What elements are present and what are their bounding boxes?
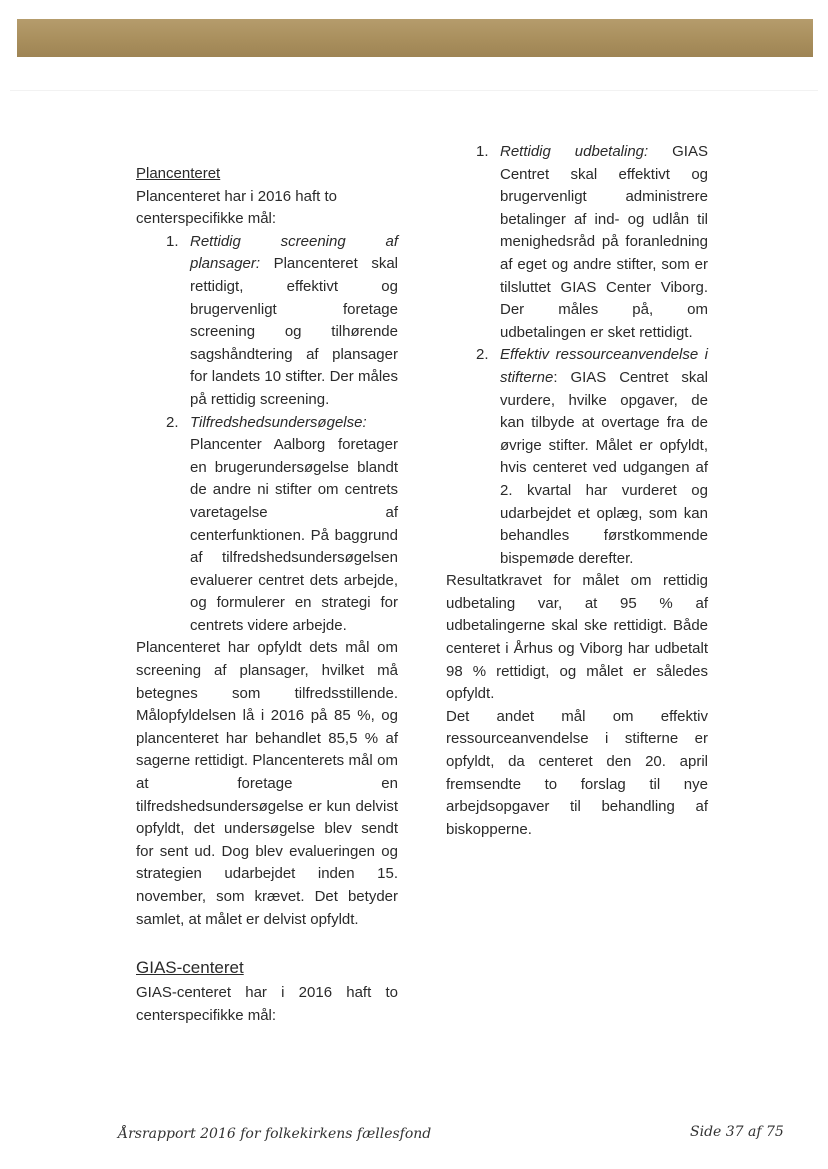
goal-text: Plancenteret skal rettidigt, effektivt og brugervenligt foretage screening og tilhørende sagshåndtering af plansager for landets 10 stifter. Der måles på rettidig screening. <box>190 255 398 408</box>
section-intro: Plancenteret har i 2016 haft to centerspecifikke mål: <box>136 187 337 228</box>
page-number: Side 37 af 75 <box>690 1124 784 1140</box>
goal-title: Tilfredshedsundersøgelse: <box>190 413 367 431</box>
goal-text: Plancenter Aalborg foretager en brugerundersøgelse blandt de andre ni stifter om centrets varetagelse af centerfunktionen. På baggrund af tilfredshedsundersøgelsen evaluerer centret dets arbejde, og formulerer en strategi for centrets videre arbejde. <box>190 436 398 634</box>
section-heading-plancenteret: Plancenteret <box>136 165 221 182</box>
goal-title: Effektiv ressourceanvendelse i stifterne <box>500 346 708 386</box>
list-number: 2. <box>476 346 489 364</box>
result-paragraph: Det andet mål om effektiv ressourceanvendelse i stifterne er opfyldt, da centeret den 20. april fremsendte to forslag til nye arbejdsopgaver til behandling af biskopperne. <box>446 707 708 838</box>
goal-text: : GIAS Centret skal vurdere, hvilke opgaver, de kan tilbyde at overtage fra de øvrige stifter. Målet er opfyldt, hvis centeret ved udgangen af 2. kvartal har vurderet og udarbejdet et oplæg, som kan behandles førstkommende bispemøde derefter. <box>500 368 708 567</box>
divider <box>10 90 818 91</box>
right-column <box>446 141 708 841</box>
goal-list <box>446 141 708 570</box>
list-item <box>446 344 708 570</box>
goal-title: Rettidig screening af plansager: <box>190 232 398 273</box>
header-bar <box>17 19 813 57</box>
list-item <box>446 141 708 344</box>
left-column <box>136 163 398 1027</box>
goal-title: Rettidig udbetaling: <box>500 143 649 160</box>
list-number: 1. <box>166 232 179 250</box>
list-item <box>136 412 398 638</box>
section-intro: GIAS-centeret har i 2016 haft to centerspecifikke mål: <box>136 984 398 1024</box>
assessment-paragraph: Plancenteret har opfyldt dets mål om screening af plansager, hvilket må betegnes som tilfredsstillende. Målopfyldelsen lå i 2016 på 85 %, og plancenteret har behandlet 85,5 % af sagerne rettidigt. Plancenterets mål om at foretage en tilfredshedsundersøgelse er kun delvist opfyldt, det undersøgelse blev sendt for sent ud. Dog blev evalueringen og strategien udarbejdet inden 15. november, som krævet. Det betyder samlet, at målet er delvist opfyldt. <box>136 639 398 928</box>
goal-text: GIAS Centret skal effektivt og brugervenligt administrere betalinger af ind- og udlån til menighedsråd på foranledning af eget og andre stifter, som er tilsluttet GIAS Center Viborg. Der måles på, om udbetalingen er sket rettidigt. <box>500 143 708 341</box>
goal-list <box>136 231 398 638</box>
footer-title: Årsrapport 2016 for folkekirkens fællesfond <box>118 1126 432 1142</box>
list-number: 1. <box>476 143 489 160</box>
list-number: 2. <box>166 413 179 431</box>
list-item <box>136 231 398 412</box>
result-paragraph: Resultatkravet for målet om rettidig udbetaling var, at 95 % af udbetalingerne skal ske rettidigt. Både centeret i Århus og Viborg har udbetalt 98 % rettidigt, og målet er således opfyldt. <box>446 572 708 703</box>
section-heading-gias: GIAS-centeret <box>136 958 244 978</box>
